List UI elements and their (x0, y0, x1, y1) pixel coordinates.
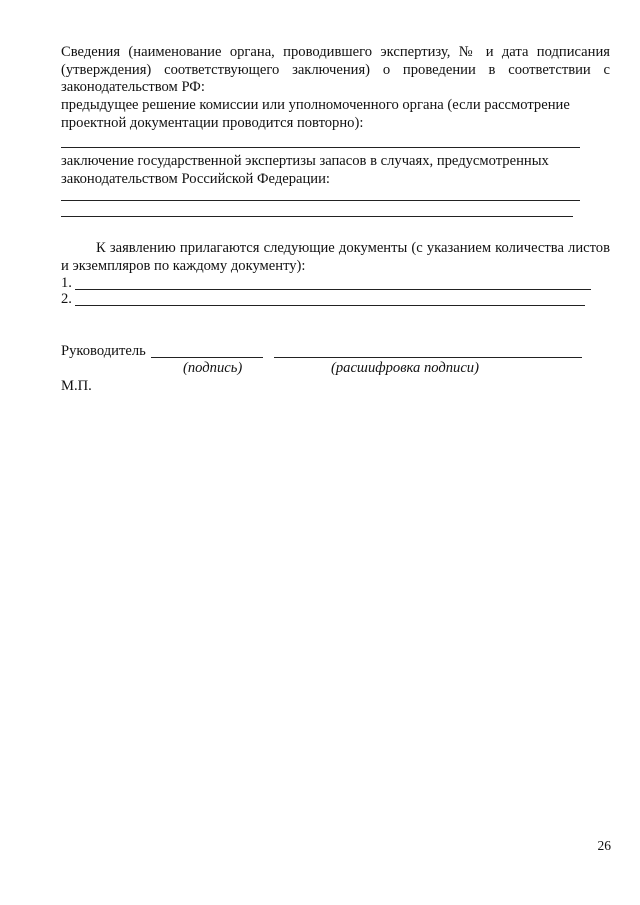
attachment-item-blank-line[interactable] (75, 305, 585, 306)
page-number: 26 (597, 838, 611, 853)
attachment-item-2[interactable] (61, 291, 585, 309)
attachment-item-blank-line[interactable] (75, 289, 591, 290)
state-expertise-blank-line-2[interactable] (61, 216, 573, 217)
attachment-item-number: 2. (61, 291, 72, 307)
signature-decoding-caption: (расшифровка подписи) (331, 360, 479, 376)
stamp-label: М.П. (61, 378, 92, 394)
previous-decision-paragraph (61, 97, 601, 132)
signature-decoding-blank-line[interactable] (274, 357, 582, 358)
expertise-info-text: Сведения (наименование органа, проводившего экспертизу, № и дата подписания (утверждения) соответствующего заключения) о проведении в соответствии с законодательством РФ: (61, 44, 610, 96)
signature-caption: (подпись) (183, 360, 243, 376)
expertise-info-paragraph (61, 44, 610, 97)
signature-blank-line[interactable] (151, 357, 263, 358)
state-expertise-paragraph (61, 153, 581, 188)
state-expertise-blank-line-1[interactable] (61, 200, 580, 201)
attachments-paragraph (61, 240, 610, 275)
attachments-text: К заявлению прилагаются следующие документы (с указанием количества листов и экземпляров по каждому документу): (61, 240, 610, 274)
previous-decision-text: предыдущее решение комиссии или уполномоченного органа (если рассмотрение проектной документации проводится повторно): (61, 97, 570, 131)
previous-decision-blank-line[interactable] (61, 147, 580, 148)
state-expertise-text: заключение государственной экспертизы запасов в случаях, предусмотренных законодательством Российской Федерации: (61, 153, 549, 187)
signature-role-label: Руководитель (61, 343, 146, 359)
attachment-item-number: 1. (61, 275, 72, 291)
